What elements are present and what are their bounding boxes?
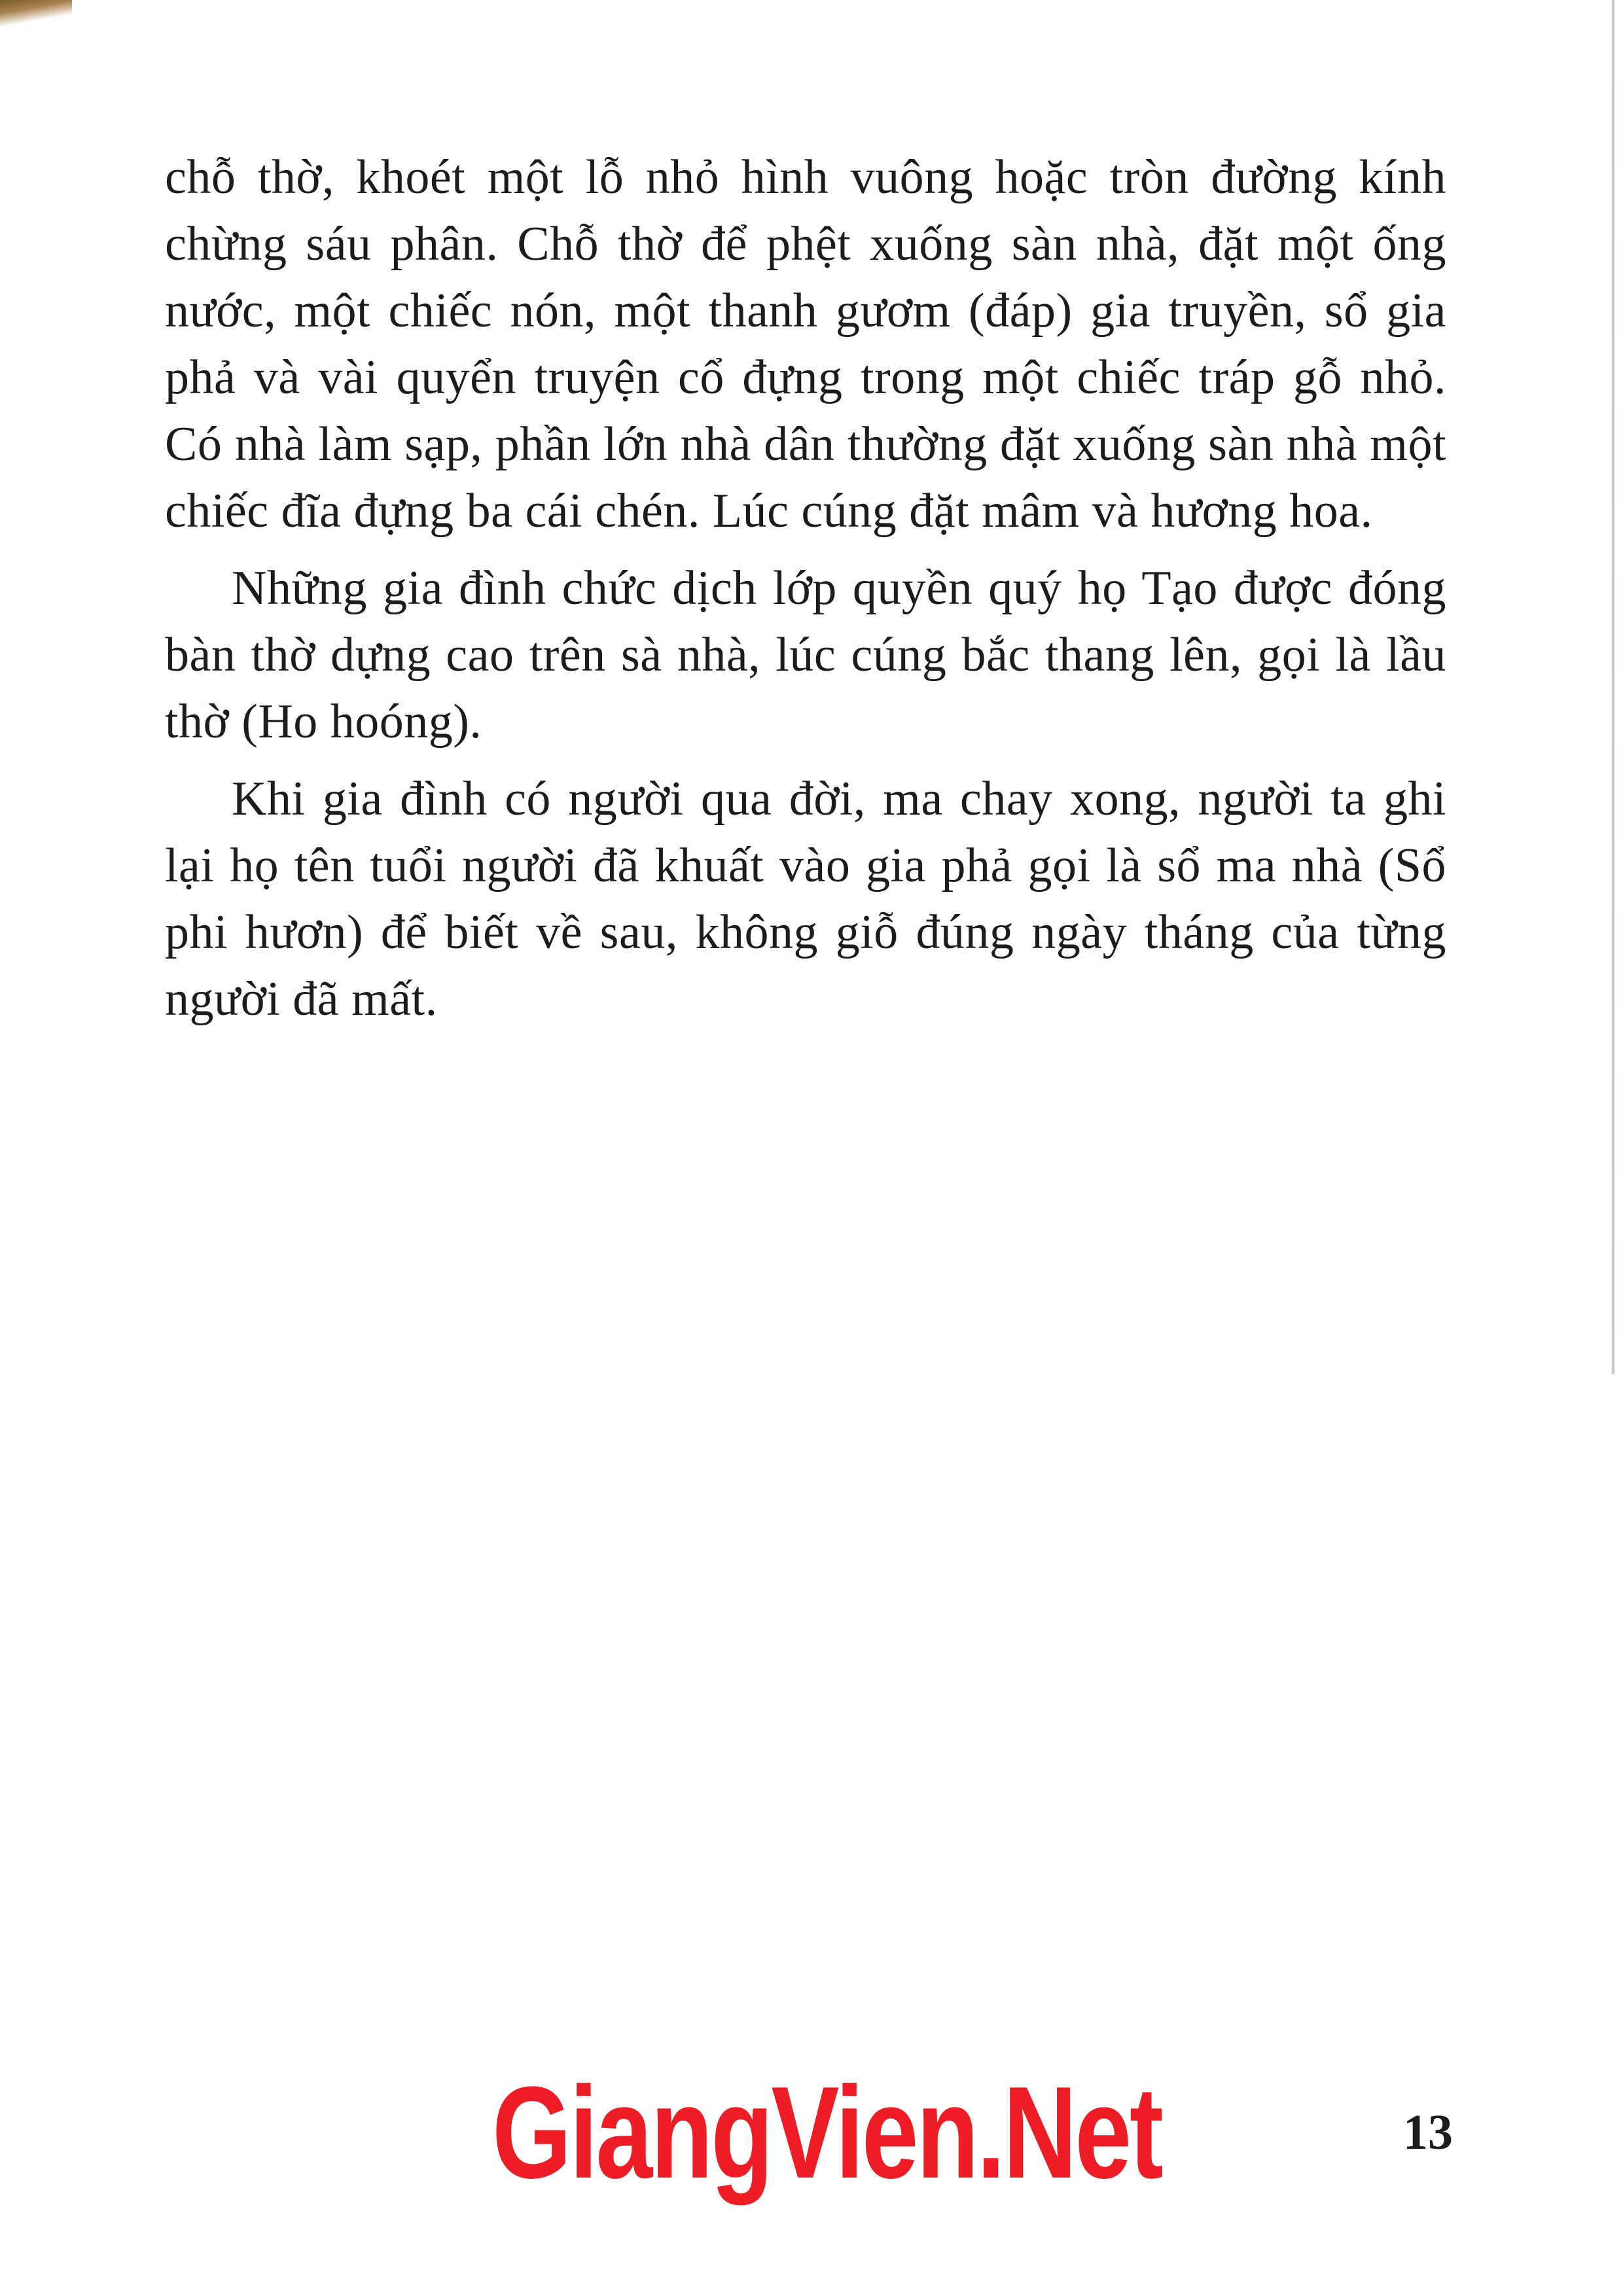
paragraph-2: Những gia đình chức dịch lớp quyền quý họ Tạo được đóng bàn thờ dựng cao trên sà nhà, lúc cúng bắc thang lên, gọi là lầu thờ (Ho hoóng). [165, 561, 1446, 749]
page-number: 13 [1403, 2105, 1453, 2160]
page-body [165, 144, 1446, 1043]
scan-corner-shadow [0, 0, 72, 26]
paragraph-1: chỗ thờ, khoét một lỗ nhỏ hình vuông hoặc tròn đường kính chừng sáu phân. Chỗ thờ để phệt xuống sàn nhà, đặt một ống nước, một chiếc nón, một thanh gươm (đáp) gia truyền, sổ gia phả và vài quyển truyện cổ đựng trong một chiếc tráp gỗ nhỏ. Có nhà làm sạp, phần lớn nhà dân thường đặt xuống sàn nhà một chiếc đĩa đựng ba cái chén. Lúc cúng đặt mâm và hương hoa. [165, 150, 1446, 538]
paragraph-3: Khi gia đình có người qua đời, ma chay xong, người ta ghi lại họ tên tuổi người đã khuất vào gia phả gọi là sổ ma nhà (Sổ phi hươn) để biết về sau, không giỗ đúng ngày tháng của từng người đã mất. [165, 772, 1446, 1026]
scan-edge-shadow [1611, 0, 1615, 1374]
watermark-logo: GiangVien.Net [492, 2060, 1162, 2206]
